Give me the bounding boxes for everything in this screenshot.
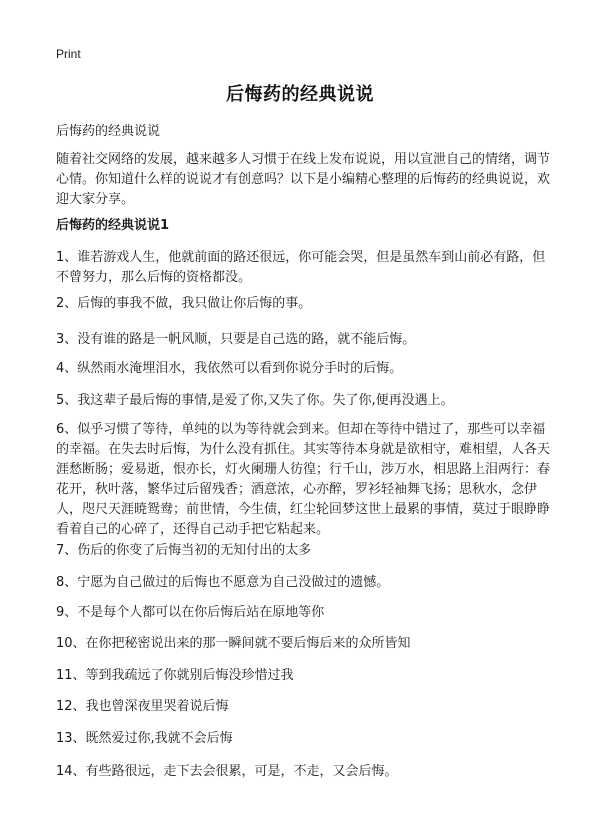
list-item: 11、等到我疏远了你就别后悔没珍惜过我 <box>56 668 294 683</box>
list-item: 4、纵然雨水淹埋泪水，我依然可以看到你说分手时的后悔。 <box>56 361 403 376</box>
list-item: 3、没有谁的路是一帆风顺，只要是自己选的路，就不能后悔。 <box>56 332 416 347</box>
list-item: 2、后悔的事我不做，我只做让你后悔的事。 <box>56 296 312 311</box>
list-item: 5、我这辈子最后悔的事情,是爱了你,又失了你。失了你,便再没遇上。 <box>56 393 454 408</box>
page-title: 后悔药的经典说说 <box>226 84 374 105</box>
list-item: 14、有些路很远，走下去会很累，可是，不走，又会后悔。 <box>56 764 398 779</box>
document-subtitle: 后悔药的经典说说 <box>56 124 161 139</box>
print-label: Print <box>56 47 81 61</box>
list-item: 8、宁愿为自己做过的后悔也不愿意为自己没做过的遗憾。 <box>56 575 390 590</box>
list-item: 10、在你把秘密说出来的那一瞬间就不要后悔后来的众所皆知 <box>56 636 411 651</box>
list-item: 6、似乎习惯了等待，单纯的以为等待就会到来。但却在等待中错过了，那些可以幸福的幸福。在失去时后悔，为什么没有抓住。其实等待本身就是欲相守，难相望，人各天涯愁断肠；爱易逝，恨亦长，灯火阑珊人彷徨；行千山，涉万水，相思路上泪两行：春花开，秋叶落，繁华过后留残香；酒意浓，心亦醉，罗衫轻袖舞飞扬；思秋水，念伊人，咫尺天涯暁鸳鸯；前世情，今生债，红尘轮回梦这世上最累的事情，莫过于眼睁睁看着自己的心碎了，还得自己动手把它粘起来。 <box>56 422 551 537</box>
list-item: 12、我也曾深夜里哭着说后悔 <box>56 699 229 714</box>
list-item: 13、既然爱过你,我就不会后悔 <box>56 731 233 746</box>
list-item: 7、伤后的你变了后悔当初的无知付出的太多 <box>56 543 312 558</box>
section-heading: 后悔药的经典说说1 <box>56 218 170 233</box>
list-item: 9、不是每个人都可以在你后悔后站在原地等你 <box>56 605 325 620</box>
list-item: 1、谁若游戏人生，他就前面的路还很远，你可能会哭，但是虽然车到山前必有路，但不曾努力，那么后悔的资格都没。 <box>56 250 546 285</box>
intro-paragraph: 随着社交网络的发展，越来越多人习惯于在线上发布说说，用以宣泄自己的情绪，调节心情。你知道什么样的说说才有创意吗？以下是小编精心整理的后悔药的经典说说，欢迎大家分享。 <box>56 152 551 207</box>
